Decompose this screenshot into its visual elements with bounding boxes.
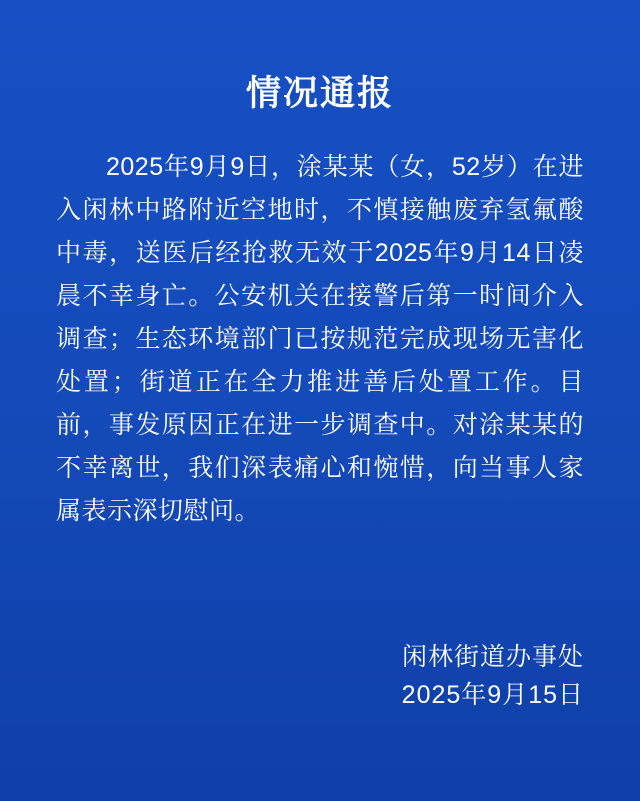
signature-date: 2025年9月15日 — [401, 681, 584, 710]
notice-body: 2025年9月9日，涂某某（女，52岁）在进入闲林中路附近空地时，不慎接触废弃氢氟酸中毒，送医后经抢救无效于2025年9月14日凌晨不幸身亡。公安机关在接警后第一时间介入调查；生态环境部门已按规范完成现场无害化处置；街道正在全力推进善后处置工作。目前，事发原因正在进一步调查中。对涂某某的不幸离世，我们深表痛心和惋惜，向当事人家属表示深切慰问。 — [56, 153, 584, 525]
signature-block — [402, 638, 584, 716]
page-title: 情况通报 — [245, 74, 394, 113]
signature-organization: 闲林街道办事处 — [401, 642, 584, 671]
